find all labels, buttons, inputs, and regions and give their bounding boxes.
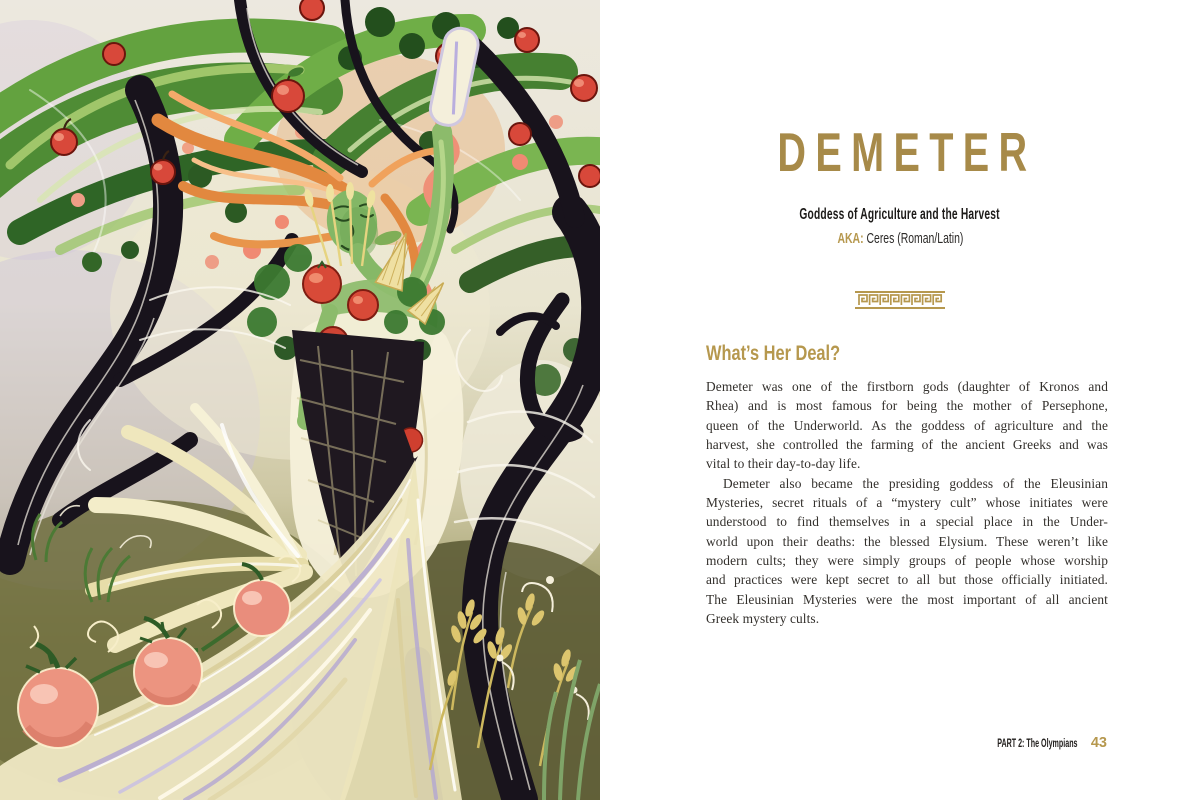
- aka-value: Ceres (Roman/Latin): [866, 231, 963, 247]
- aka-label: AKA:: [837, 231, 864, 247]
- body-paragraphs: [706, 377, 1108, 628]
- body-line: Mysteries, secret rituals of a “mystery cult” whose initiates were: [706, 495, 1108, 511]
- body-line: Rhea) and is most famous for being the mother of Persephone,: [706, 398, 1108, 414]
- body-line: Demeter was one of the firstborn gods (daughter of Kronos and: [706, 379, 1108, 394]
- body-line: queen of the Underworld. As the goddess of agriculture and the: [706, 417, 1108, 433]
- body-line: vital to their day-to-day life.: [706, 456, 861, 472]
- body-line: Greek mystery cults.: [706, 611, 820, 627]
- body-line: world upon their deaths: the blessed Elysium. These weren’t like: [706, 533, 1108, 549]
- aka-line-wrap: [600, 230, 1200, 248]
- footer-part-label: PART 2: The Olympians: [997, 738, 1078, 750]
- body-line: The Eleusinian Mysteries were the most important of all ancient: [706, 591, 1108, 607]
- section-heading-wrap: [706, 342, 878, 365]
- page-footer: [948, 735, 1107, 751]
- body-line: and practices were kept secret to all but those officially initiated.: [706, 572, 1108, 588]
- page-subtitle: Goddess of Agriculture and the Harvest: [799, 206, 1001, 223]
- page-title: DEMETER: [776, 121, 1037, 183]
- body-line: modern cults; they were simply groups of people whose worship: [706, 553, 1108, 569]
- greek-key-ornament: [853, 290, 947, 310]
- section-heading: What’s Her Deal?: [706, 342, 841, 365]
- ornament-wrap: [600, 290, 1200, 315]
- footer-page-number: 43: [1090, 735, 1107, 751]
- page-title-wrap: [600, 121, 1200, 183]
- body-line: harvest, she controlled the farming of the ancient Greeks and was: [706, 437, 1108, 453]
- aka-line: [837, 231, 963, 247]
- text-page: [600, 0, 1200, 800]
- body-line: understood to find themselves in a special place in the Under-: [706, 514, 1108, 530]
- body-line: Demeter also became the presiding goddess of the Eleusinian: [723, 475, 1108, 491]
- page-subtitle-wrap: [600, 206, 1200, 224]
